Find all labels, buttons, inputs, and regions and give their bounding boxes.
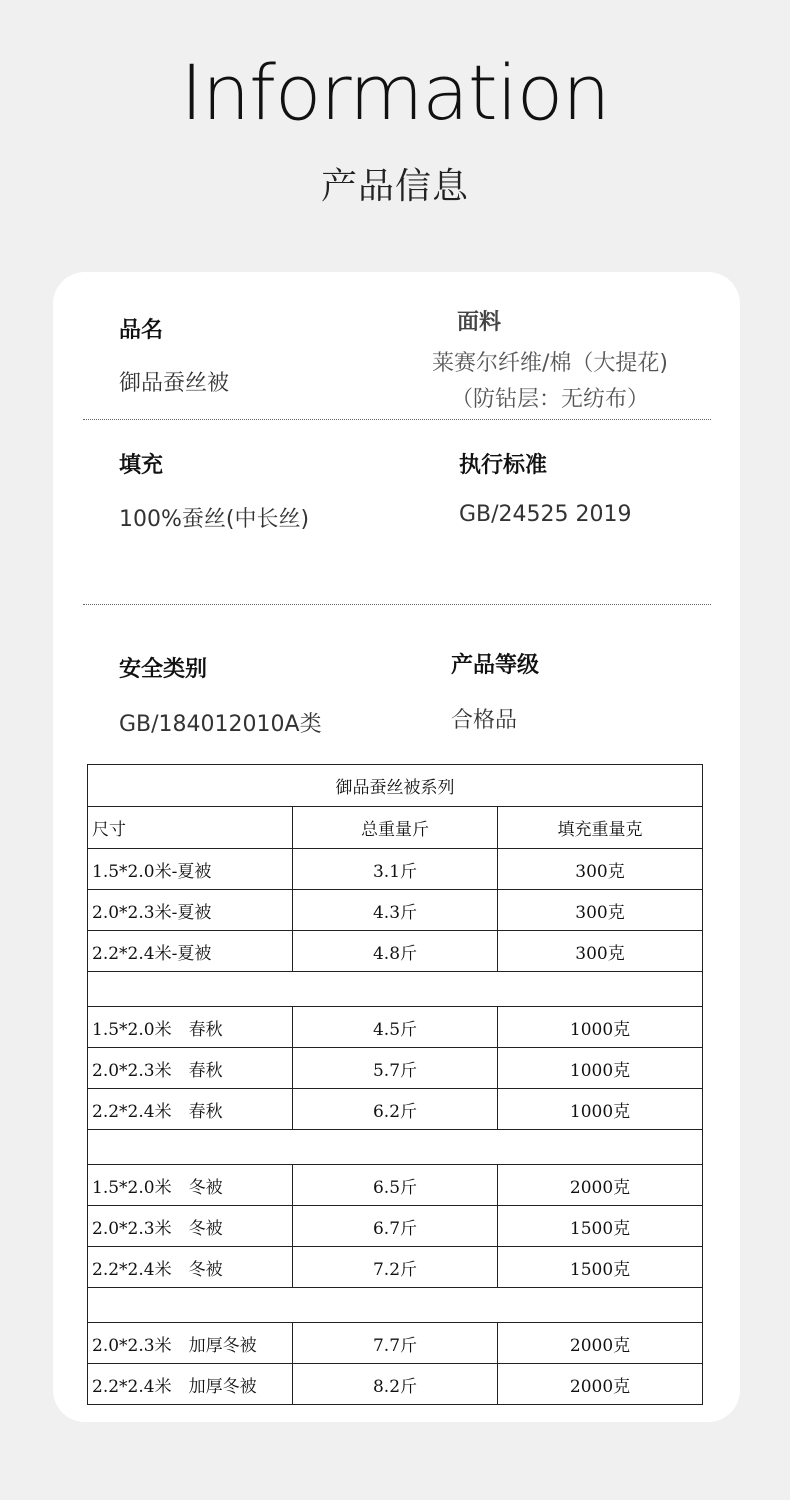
size-cell: 2.2*2.4米 春秋 xyxy=(88,1089,293,1130)
table-row xyxy=(88,1007,703,1048)
table-title-row xyxy=(88,765,703,807)
weight-cell: 7.2斤 xyxy=(293,1247,498,1288)
standard-label: 执行标准 xyxy=(459,453,548,478)
weight-cell: 5.7斤 xyxy=(293,1048,498,1089)
size-cell: 2.0*2.3米-夏被 xyxy=(88,890,293,931)
group-separator xyxy=(88,1130,703,1165)
product-name-label: 品名 xyxy=(119,318,164,343)
table-row xyxy=(88,1048,703,1089)
fabric-value xyxy=(405,346,695,418)
safety-label: 安全类别 xyxy=(119,657,208,682)
table-row xyxy=(88,1247,703,1288)
product-name-value: 御品蚕丝被 xyxy=(119,371,230,396)
group-separator-row xyxy=(88,1130,703,1165)
grade-value: 合格品 xyxy=(451,708,518,733)
size-cell: 2.0*2.3米 加厚冬被 xyxy=(88,1323,293,1364)
header-weight: 总重量斤 xyxy=(293,807,498,849)
group-separator-row xyxy=(88,1288,703,1323)
fill-cell: 2000克 xyxy=(498,1364,703,1405)
standard-value: GB/24525 2019 xyxy=(459,502,632,527)
table-row xyxy=(88,931,703,972)
fill-cell: 1000克 xyxy=(498,1048,703,1089)
weight-cell: 4.5斤 xyxy=(293,1007,498,1048)
page-title: Information xyxy=(180,48,610,137)
grade-label: 产品等级 xyxy=(451,653,540,678)
fill-cell: 1000克 xyxy=(498,1007,703,1048)
table-row xyxy=(88,1206,703,1247)
weight-cell: 6.7斤 xyxy=(293,1206,498,1247)
table-row xyxy=(88,890,703,931)
size-cell: 1.5*2.0米-夏被 xyxy=(88,849,293,890)
weight-cell: 6.5斤 xyxy=(293,1165,498,1206)
weight-cell: 3.1斤 xyxy=(293,849,498,890)
table-row xyxy=(88,1165,703,1206)
fill-cell: 300克 xyxy=(498,890,703,931)
fill-cell: 1000克 xyxy=(498,1089,703,1130)
weight-cell: 7.7斤 xyxy=(293,1323,498,1364)
fill-cell: 1500克 xyxy=(498,1206,703,1247)
filling-label: 填充 xyxy=(119,453,164,478)
fabric-value-line2: （防钻层：无纺布） xyxy=(450,387,649,412)
fabric-label: 面料 xyxy=(457,310,502,335)
fabric-value-line1: 莱赛尔纤维/棉（大提花) xyxy=(432,351,668,376)
divider xyxy=(83,604,711,605)
size-cell: 1.5*2.0米 冬被 xyxy=(88,1165,293,1206)
fill-cell: 300克 xyxy=(498,849,703,890)
size-cell: 2.2*2.4米 加厚冬被 xyxy=(88,1364,293,1405)
header-size: 尺寸 xyxy=(88,807,293,849)
fill-cell: 1500克 xyxy=(498,1247,703,1288)
weight-cell: 6.2斤 xyxy=(293,1089,498,1130)
group-separator xyxy=(88,1288,703,1323)
page-subtitle: 产品信息 xyxy=(320,166,469,207)
table-row xyxy=(88,849,703,890)
table-row xyxy=(88,1089,703,1130)
group-separator-row xyxy=(88,972,703,1007)
size-cell: 1.5*2.0米 春秋 xyxy=(88,1007,293,1048)
group-separator xyxy=(88,972,703,1007)
table-row xyxy=(88,1323,703,1364)
header-fill: 填充重量克 xyxy=(498,807,703,849)
weight-cell: 4.8斤 xyxy=(293,931,498,972)
table-header-row xyxy=(88,807,703,849)
size-cell: 2.0*2.3米 春秋 xyxy=(88,1048,293,1089)
fill-cell: 2000克 xyxy=(498,1165,703,1206)
size-cell: 2.0*2.3米 冬被 xyxy=(88,1206,293,1247)
filling-value: 100%蚕丝(中长丝) xyxy=(119,507,310,532)
size-cell: 2.2*2.4米-夏被 xyxy=(88,931,293,972)
table-row xyxy=(88,1364,703,1405)
size-cell: 2.2*2.4米 冬被 xyxy=(88,1247,293,1288)
fill-cell: 300克 xyxy=(498,931,703,972)
safety-value: GB/184012010A类 xyxy=(119,712,322,737)
table-title: 御品蚕丝被系列 xyxy=(88,765,703,807)
weight-cell: 8.2斤 xyxy=(293,1364,498,1405)
divider xyxy=(83,419,711,420)
fill-cell: 2000克 xyxy=(498,1323,703,1364)
spec-table xyxy=(87,764,703,1405)
weight-cell: 4.3斤 xyxy=(293,890,498,931)
